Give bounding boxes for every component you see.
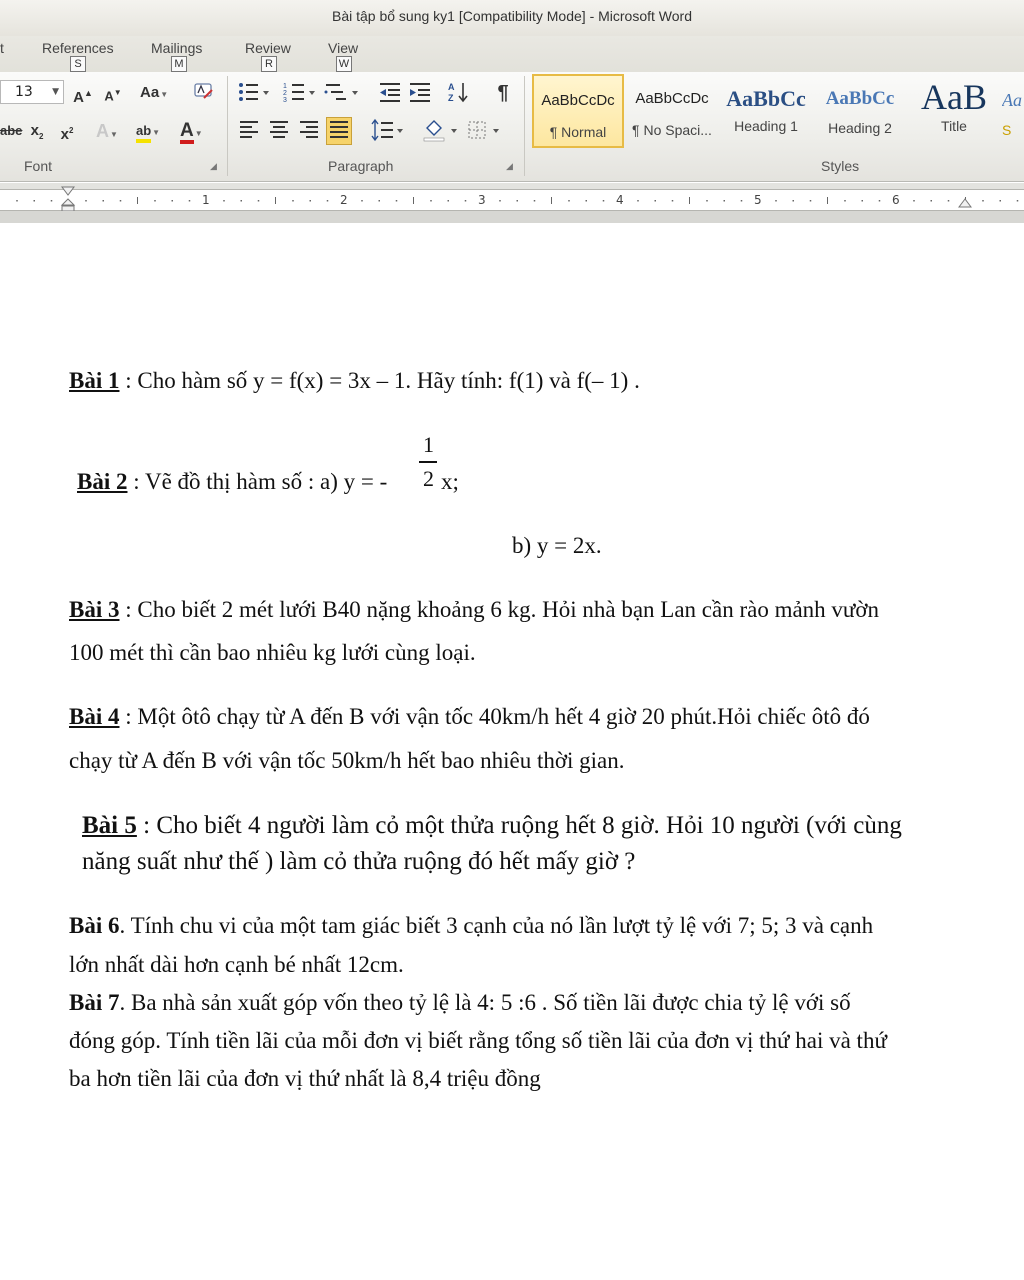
ruler-tick [844,200,846,202]
exercise-6-line-1 [69,913,873,939]
exercise-2-label: Bài 2 [77,469,128,494]
style-no-spacing[interactable] [626,74,718,148]
exercise-4-text: : Một ôtô chạy từ A đến B với vận tốc 40km/h hết 4 giờ 20 phút.Hỏi chiếc ôtô đó [119,704,870,729]
grow-font-glyph: A [73,89,84,106]
style-heading-2-sample: AaBbCc [825,88,895,109]
shrink-font-glyph: A [104,88,114,104]
chevron-down-icon: ▼ [52,87,59,97]
bullets-button[interactable] [236,80,270,106]
justify-icon [328,118,350,140]
style-title-sample: AaB [921,77,987,117]
indent-marker-icon[interactable] [60,185,76,213]
style-title[interactable] [908,74,1000,148]
style-heading-2-name: Heading 2 [828,120,892,136]
ruler-tick [827,197,828,204]
exercise-3-label: Bài 3 [69,597,120,622]
ruler-number: 2 [340,193,348,207]
align-left-button[interactable] [236,118,262,144]
exercise-6-line-2: lớn nhất dài hơn cạnh bé nhất 12cm. [69,952,404,977]
paragraph-group-label: Paragraph [328,158,394,174]
ruler-tick [568,200,570,202]
fraction-bar [419,461,437,463]
ruler-tick [517,200,519,202]
ruler-tick [948,200,950,202]
ruler-tick [706,200,708,202]
exercise-7-text: . Ba nhà sản xuất góp vốn theo tỷ lệ là 4: 5 :6 . Số tiền lãi được chia tỷ lệ với số [119,990,851,1015]
svg-text:A: A [448,82,455,92]
ribbon-tabs [0,36,1024,72]
ruler-number: 1 [202,193,210,207]
ruler-tick [534,200,536,202]
ruler-tick [327,200,329,202]
sort-icon [446,80,472,104]
keytip-view: W [336,56,352,72]
exercise-2-part-b: b) y = 2x. [512,533,602,558]
highlight-glyph: ab [136,123,151,143]
style-normal-sample: AaBbCcDc [541,92,615,109]
ruler-tick [448,200,450,202]
exercise-5-line-1 [82,812,902,840]
ruler-tick [586,200,588,202]
style-subtitle-sample: Aa [1002,90,1022,110]
paragraph-dialog-launcher-icon[interactable]: ◢ [506,162,513,172]
ruler-tick [16,200,18,202]
text-effects-button[interactable] [96,118,118,144]
borders-button[interactable] [466,118,502,144]
font-size-select[interactable] [0,80,64,104]
ruler-tick [775,200,777,202]
change-case-glyph: Aa [140,84,160,101]
caret-up-icon: ▲ [83,88,93,98]
tab-home-partial[interactable]: t [0,40,4,56]
ruler-tick [275,197,276,204]
ruler-number: 5 [754,193,762,207]
tab-view-label: View [328,40,359,56]
ruler-tick [862,200,864,202]
ruler-tick [258,200,260,202]
fraction-denominator: 2 [423,466,434,491]
ruler-number: 3 [478,193,486,207]
decrease-indent-icon [378,80,404,104]
fraction-numerator: 1 [423,432,434,457]
svg-text:3: 3 [283,97,287,104]
pilcrow-icon: ¶ [497,82,509,104]
ruler-tick [413,197,414,204]
style-title-name: Title [941,118,967,134]
title-bar [0,0,1024,36]
align-center-button[interactable] [266,118,292,144]
group-divider [227,76,228,176]
text-effects-glyph: A [96,121,110,141]
chevron-down-icon: ▼ [194,129,203,138]
font-dialog-launcher-icon[interactable]: ◢ [210,162,217,172]
exercise-5-line-2: năng suất như thế ) làm cỏ thửa ruộng đó hết mấy giờ ? [82,848,636,875]
keytip-references: S [70,56,86,72]
ruler-tick [1017,200,1019,202]
superscript-marker: 2 [68,126,74,135]
justify-button[interactable] [326,117,352,145]
ruler-tick [103,200,105,202]
exercise-4-label: Bài 4 [69,704,120,729]
strikethrough-button[interactable]: abe [0,123,23,138]
chevron-down-icon: ▼ [160,90,169,99]
ruler-tick [310,200,312,202]
tab-view[interactable] [328,40,358,56]
horizontal-ruler[interactable] [0,183,1024,223]
exercise-2-after: x; [441,469,459,494]
exercise-7-line-1 [69,990,851,1016]
ruler-tick [34,200,36,202]
font-color-button[interactable] [180,118,203,144]
increase-indent-icon [408,80,434,104]
show-formatting-marks-button[interactable] [492,80,514,106]
sort-button[interactable] [446,80,472,106]
bullets-icon [236,80,270,104]
style-subtitle-partial[interactable] [1002,74,1024,148]
right-indent-marker-icon[interactable] [957,197,973,211]
superscript-button[interactable] [56,118,78,144]
style-heading-1[interactable] [720,74,812,148]
ruler-tick [51,200,53,202]
group-divider [524,76,525,176]
ruler-tick [223,200,225,202]
exercise-4-line-2: chạy từ A đến B với vận tốc 50km/h hết bao nhiêu thời gian. [69,748,625,773]
exercise-1-label: Bài 1 [69,368,120,393]
exercise-4-line-1 [69,704,870,730]
ruler-tick [810,200,812,202]
ruler-tick [982,200,984,202]
ruler-tick [689,197,690,204]
ruler-tick [465,200,467,202]
clear-formatting-button[interactable] [192,80,216,106]
exercise-7-label: Bài 7 [69,990,120,1015]
ruler-tick [85,200,87,202]
numbering-button[interactable] [282,80,316,106]
ruler-tick [1000,200,1002,202]
styles-group-label: Styles [821,158,860,174]
ruler-tick [551,197,552,204]
ruler-tick [292,200,294,202]
chevron-down-icon: ▼ [152,128,161,137]
ruler-tick [672,200,674,202]
shading-button[interactable] [422,118,458,144]
ruler-tick [499,200,501,202]
ruler-tick [172,200,174,202]
style-normal-name: ¶ Normal [549,124,607,140]
text-highlight-button[interactable] [136,118,160,144]
subscript-button[interactable] [26,118,48,144]
exercise-7-line-2: đóng góp. Tính tiền lãi của mỗi đơn vị biết rằng tổng số tiền lãi của đơn vị thứ hai và thứ [69,1028,887,1053]
tab-review-label: Review [245,40,291,56]
style-normal[interactable] [532,74,624,148]
ruler-tick [879,200,881,202]
svg-text:1: 1 [283,83,287,90]
ruler-tick [741,200,743,202]
font-color-glyph: A [180,122,194,144]
ruler-tick [189,200,191,202]
ruler-number: 4 [616,193,624,207]
clear-formatting-icon [192,80,216,104]
ruler-tick [361,200,363,202]
align-right-icon [298,118,320,140]
exercise-2-text: : Vẽ đồ thị hàm số : a) y = - [127,469,388,494]
align-center-icon [268,118,290,140]
ruler-tick [154,200,156,202]
svg-text:Z: Z [448,93,454,103]
exercise-6-label: Bài 6 [69,913,120,938]
ruler-shade [0,211,1024,223]
ruler-tick [241,200,243,202]
multilevel-list-icon [324,80,360,104]
tab-mailings-label: Mailings [151,40,203,56]
ruler-tick [724,200,726,202]
exercise-5-label: Bài 5 [82,812,137,839]
exercise-2 [77,469,387,495]
multilevel-list-button[interactable] [324,80,360,106]
window-title: Bài tập bổ sung ky1 [Compatibility Mode] - Microsoft Word [331,8,692,24]
increase-indent-button[interactable] [408,80,434,106]
exercise-7-line-3: ba hơn tiền lãi của đơn vị thứ nhất là 8,4 triệu đồng [69,1066,541,1091]
align-left-icon [238,118,260,140]
style-heading-1-sample: AaBbCc [726,86,806,111]
style-no-spacing-sample: AaBbCcDc [635,90,709,107]
font-size-value: 13 [15,84,33,100]
caret-down-icon: ▼ [113,88,122,97]
tab-review[interactable] [245,40,291,56]
ruler-tick [655,200,657,202]
ruler-tick [379,200,381,202]
decrease-indent-button[interactable] [378,80,404,106]
subscript-glyph: x [30,122,39,139]
ruler-tick [137,197,138,204]
ruler-tick [120,200,122,202]
ruler-tick [793,200,795,202]
ruler-tick [931,200,933,202]
ruler-tick [637,200,639,202]
borders-icon [466,118,502,142]
exercise-1-text: : Cho hàm số y = f(x) = 3x – 1. Hãy tính: f(1) và f(– 1) . [119,368,640,393]
style-heading-2[interactable] [814,74,906,148]
ribbon [0,72,1024,182]
chevron-down-icon: ▼ [110,130,118,139]
exercise-6-text: . Tính chu vi của một tam giác biết 3 cạnh của nó lần lượt tỷ lệ với 7; 5; 3 và cạnh [119,913,874,938]
ruler-tick [396,200,398,202]
line-spacing-button[interactable] [370,118,404,144]
style-subtitle-name: S [1002,122,1012,138]
subscript-marker: 2 [38,132,44,141]
superscript-glyph: x [60,126,69,143]
ruler-tick [603,200,605,202]
exercise-3-text: : Cho biết 2 mét lưới B40 nặng khoảng 6 kg. Hỏi nhà bạn Lan cần rào mảnh vườn [119,597,880,622]
style-no-spacing-name: ¶ No Spaci... [632,122,712,138]
exercise-1 [69,368,640,394]
svg-text:2: 2 [283,90,287,97]
numbering-icon [282,80,316,104]
exercise-3-line-2: 100 mét thì cần bao nhiêu kg lưới cùng loại. [69,640,476,665]
ruler-ticks [0,190,1024,212]
paint-bucket-icon [422,118,458,142]
grow-font-button[interactable] [72,80,94,106]
align-right-button[interactable] [296,118,322,144]
exercise-5-text: : Cho biết 4 người làm cỏ một thửa ruộng hết 8 giờ. Hỏi 10 người (với cùng [136,812,902,839]
exercise-3-line-1 [69,597,879,623]
ruler-number: 6 [892,193,900,207]
change-case-button[interactable] [140,80,168,106]
font-group-label: Font [24,158,53,174]
tab-references-label: References [42,40,114,56]
shrink-font-button[interactable] [102,80,124,106]
tab-references[interactable] [42,40,114,56]
keytip-review: R [261,56,277,72]
ruler-tick [430,200,432,202]
tab-mailings[interactable] [151,40,202,56]
keytip-mailings: M [171,56,187,72]
line-spacing-icon [370,118,404,142]
ruler-strip [0,189,1024,211]
ruler-tick [913,200,915,202]
style-heading-1-name: Heading 1 [734,118,798,134]
